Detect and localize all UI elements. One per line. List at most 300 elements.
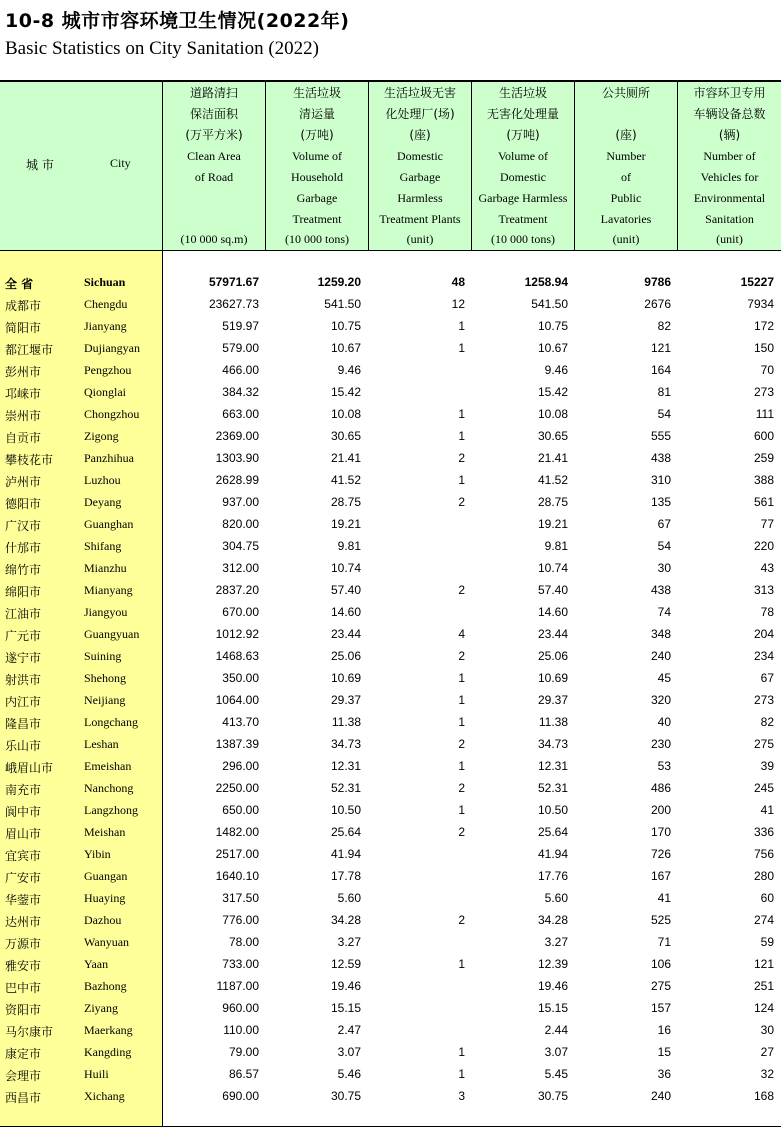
cell-col-2: 541.50 — [324, 297, 361, 311]
cell-col-5: 525 — [650, 913, 671, 927]
header-col-2 — [265, 82, 368, 250]
cell-col-6: 336 — [753, 825, 774, 839]
table-row-total — [0, 271, 781, 293]
city-name-en: Yaan — [84, 957, 109, 971]
city-name-en: Pengzhou — [84, 363, 132, 377]
city-name-cn: 内江市 — [5, 695, 42, 709]
cell-col-4: 2.44 — [544, 1023, 568, 1037]
cell-col-5: 121 — [650, 341, 671, 355]
cell-col-5: 438 — [650, 583, 671, 597]
cell-col-1: 650.00 — [222, 803, 259, 817]
cell-col-2: 3.27 — [337, 935, 361, 949]
city-name-cn: 雅安市 — [5, 959, 42, 973]
header-col-4 — [471, 82, 574, 250]
cell-col-3: 1 — [458, 319, 465, 333]
cell-col-3: 2 — [458, 649, 465, 663]
table-row — [0, 975, 781, 997]
city-name-cn: 广汉市 — [5, 519, 42, 533]
table-row — [0, 799, 781, 821]
table-row — [0, 1019, 781, 1041]
cell-col-5: 30 — [657, 561, 671, 575]
cell-col-2: 30.65 — [330, 429, 361, 443]
city-name-cn: 攀枝花市 — [5, 453, 54, 467]
header-col-2-line-7: Treatment — [292, 212, 342, 226]
header-col-5-line-6: Public — [610, 191, 642, 205]
header-col-4-line-4: Volume of — [497, 149, 549, 163]
city-name-cn: 宜宾市 — [5, 849, 42, 863]
header-col-1-unit: (10 000 sq.m) — [180, 232, 248, 246]
table-row — [0, 689, 781, 711]
cell-col-2: 10.74 — [330, 561, 361, 575]
header-col-5 — [574, 82, 677, 250]
city-name-cn: 绵阳市 — [5, 585, 42, 599]
cell-col-3: 1 — [458, 693, 465, 707]
cell-col-2: 10.67 — [330, 341, 361, 355]
cell-col-4: 5.60 — [544, 891, 568, 905]
cell-col-5: 135 — [650, 495, 671, 509]
cell-col-1: 312.00 — [222, 561, 259, 575]
cell-col-2: 9.46 — [337, 363, 361, 377]
table-body — [0, 271, 781, 1107]
city-name-en: Sichuan — [84, 275, 126, 289]
city-name-cn: 广元市 — [5, 629, 42, 643]
cell-col-6: 251 — [753, 979, 774, 993]
header-col-6-unit: (unit) — [716, 232, 743, 246]
cell-col-5: 275 — [650, 979, 671, 993]
cell-col-6: 59 — [760, 935, 774, 949]
cell-col-2: 10.69 — [330, 671, 361, 685]
city-name-cn: 华蓥市 — [5, 893, 42, 907]
cell-col-6: 150 — [753, 341, 774, 355]
city-name-cn: 峨眉山市 — [5, 761, 54, 775]
header-col-1-line-4: Clean Area — [187, 149, 241, 163]
city-name-en: Mianzhu — [84, 561, 127, 575]
header-col-6-line-2: 车辆设备总数 — [693, 107, 766, 121]
city-name-en: Mianyang — [84, 583, 133, 597]
cell-col-2: 28.75 — [330, 495, 361, 509]
cell-col-4: 23.44 — [537, 627, 568, 641]
cell-col-6: 32 — [760, 1067, 774, 1081]
header-col-1-line-6 — [163, 188, 265, 209]
city-name-en: Huaying — [84, 891, 126, 905]
cell-col-4: 52.31 — [537, 781, 568, 795]
cell-col-6: 30 — [760, 1023, 774, 1037]
city-name-en: Shehong — [84, 671, 126, 685]
city-name-cn: 达州市 — [5, 915, 42, 929]
cell-col-6: 82 — [760, 715, 774, 729]
table-row — [0, 843, 781, 865]
header-col-3-line-4: Domestic — [397, 149, 443, 163]
cell-col-2: 5.46 — [337, 1067, 361, 1081]
cell-col-2: 19.21 — [330, 517, 361, 531]
cell-col-2: 34.73 — [330, 737, 361, 751]
cell-col-5: 167 — [650, 869, 671, 883]
cell-col-2: 15.42 — [330, 385, 361, 399]
cell-col-6: 43 — [760, 561, 774, 575]
header-col-6-line-1: 市容环卫专用 — [693, 86, 766, 100]
cell-col-4: 25.64 — [537, 825, 568, 839]
cell-col-5: 54 — [657, 539, 671, 553]
cell-col-3: 2 — [458, 451, 465, 465]
cell-col-2: 12.59 — [330, 957, 361, 971]
cell-col-5: 348 — [650, 627, 671, 641]
header-col-3 — [368, 82, 471, 250]
cell-col-5: 2676 — [644, 297, 671, 311]
city-name-en: Emeishan — [84, 759, 132, 773]
city-name-en: Jiangyou — [84, 605, 128, 619]
cell-col-1: 519.97 — [222, 319, 259, 333]
city-name-cn: 自贡市 — [5, 431, 42, 445]
cell-col-2: 30.75 — [330, 1089, 361, 1103]
table-row — [0, 535, 781, 557]
cell-col-1: 304.75 — [222, 539, 259, 553]
cell-col-5: 45 — [657, 671, 671, 685]
city-name-cn: 阆中市 — [5, 805, 42, 819]
cell-col-1: 960.00 — [222, 1001, 259, 1015]
cell-col-2: 9.81 — [337, 539, 361, 553]
cell-col-4: 10.67 — [537, 341, 568, 355]
table-row — [0, 777, 781, 799]
cell-col-2: 1259.20 — [317, 275, 361, 289]
cell-col-3: 2 — [458, 825, 465, 839]
header-col-4-line-5: Domestic — [500, 170, 546, 184]
page-title-cn: 10-8 城市市容环境卫生情况(2022年) — [5, 10, 350, 32]
table-row — [0, 513, 781, 535]
header-col-4-line-1: 生活垃圾 — [498, 86, 547, 100]
cell-col-5: 36 — [657, 1067, 671, 1081]
city-name-en: Chengdu — [84, 297, 128, 311]
city-name-en: Yibin — [84, 847, 111, 861]
cell-col-6: 70 — [760, 363, 774, 377]
header-col-1-line-5: of Road — [194, 170, 234, 184]
cell-col-3: 2 — [458, 913, 465, 927]
city-name-cn: 康定市 — [5, 1047, 42, 1061]
cell-col-3: 48 — [451, 275, 465, 289]
cell-col-4: 9.46 — [544, 363, 568, 377]
cell-col-6: 111 — [755, 407, 774, 421]
city-name-en: Dazhou — [84, 913, 122, 927]
table-header — [0, 82, 781, 251]
city-name-cn: 什邡市 — [5, 541, 42, 555]
table-row — [0, 953, 781, 975]
cell-col-3: 1 — [458, 803, 465, 817]
cell-col-6: 756 — [753, 847, 774, 861]
cell-col-6: 39 — [760, 759, 774, 773]
header-col-5-line-1: 公共厕所 — [601, 86, 650, 100]
header-col-6-line-6: Environmental — [693, 191, 766, 205]
cell-col-4: 30.75 — [537, 1089, 568, 1103]
cell-col-3: 1 — [458, 671, 465, 685]
cell-col-5: 81 — [657, 385, 671, 399]
cell-col-1: 79.00 — [228, 1045, 259, 1059]
cell-col-1: 466.00 — [222, 363, 259, 377]
cell-col-3: 2 — [458, 781, 465, 795]
cell-col-5: 240 — [650, 1089, 671, 1103]
cell-col-5: 53 — [657, 759, 671, 773]
cell-col-6: 245 — [753, 781, 774, 795]
cell-col-4: 9.81 — [544, 539, 568, 553]
cell-col-5: 438 — [650, 451, 671, 465]
header-col-2-line-2: 清运量 — [298, 107, 335, 121]
cell-col-2: 10.75 — [330, 319, 361, 333]
city-name-en: Leshan — [84, 737, 119, 751]
city-name-cn: 遂宁市 — [5, 651, 42, 665]
cell-col-2: 15.15 — [330, 1001, 361, 1015]
cell-col-6: 78 — [760, 605, 774, 619]
header-col-3-line-1: 生活垃圾无害 — [383, 86, 456, 100]
city-name-en: Kangding — [84, 1045, 132, 1059]
page-title-en: Basic Statistics on City Sanitation (2022) — [5, 38, 320, 59]
cell-col-3: 2 — [458, 583, 465, 597]
header-col-4-line-2: 无害化处理量 — [486, 107, 559, 121]
cell-col-5: 486 — [650, 781, 671, 795]
city-name-cn: 绵竹市 — [5, 563, 42, 577]
city-name-en: Shifang — [84, 539, 122, 553]
table-row — [0, 931, 781, 953]
header-col-1 — [162, 82, 265, 250]
header-col-2-line-5: Household — [291, 170, 343, 184]
table-row — [0, 293, 781, 315]
city-name-en: Langzhong — [84, 803, 138, 817]
city-name-cn: 巴中市 — [5, 981, 42, 995]
cell-col-4: 12.31 — [537, 759, 568, 773]
cell-col-1: 2628.99 — [215, 473, 259, 487]
cell-col-4: 25.06 — [537, 649, 568, 663]
cell-col-6: 121 — [753, 957, 774, 971]
city-name-en: Chongzhou — [84, 407, 140, 421]
cell-col-2: 52.31 — [330, 781, 361, 795]
city-name-en: Suining — [84, 649, 122, 663]
cell-col-1: 296.00 — [222, 759, 259, 773]
table-row — [0, 447, 781, 469]
cell-col-1: 1012.92 — [215, 627, 259, 641]
city-name-cn: 彭州市 — [5, 365, 42, 379]
cell-col-2: 3.07 — [337, 1045, 361, 1059]
cell-col-6: 168 — [753, 1089, 774, 1103]
header-col-6-line-7: Sanitation — [705, 212, 754, 226]
cell-col-4: 14.60 — [537, 605, 568, 619]
table-row — [0, 359, 781, 381]
city-name-en: Guangyuan — [84, 627, 140, 641]
header-col-2-line-6: Garbage — [296, 191, 338, 205]
cell-col-5: 230 — [650, 737, 671, 751]
cell-col-6: 220 — [753, 539, 774, 553]
header-col-3-line-3: (座) — [409, 128, 431, 142]
header-col-6 — [677, 82, 781, 250]
cell-col-5: 726 — [650, 847, 671, 861]
city-name-cn: 崇州市 — [5, 409, 42, 423]
cell-col-6: 280 — [753, 869, 774, 883]
city-name-cn: 全 省 — [5, 277, 34, 291]
cell-col-1: 2369.00 — [215, 429, 259, 443]
city-name-cn: 射洪市 — [5, 673, 42, 687]
table-row — [0, 997, 781, 1019]
city-name-en: Xichang — [84, 1089, 125, 1103]
cell-col-6: 388 — [753, 473, 774, 487]
header-col-1-line-3: (万平方米) — [185, 128, 243, 142]
cell-col-5: 71 — [657, 935, 671, 949]
table-row — [0, 623, 781, 645]
city-name-cn: 都江堰市 — [5, 343, 54, 357]
cell-col-1: 2250.00 — [215, 781, 259, 795]
cell-col-1: 1482.00 — [215, 825, 259, 839]
cell-col-2: 25.64 — [330, 825, 361, 839]
table-row — [0, 601, 781, 623]
header-col-6-line-4: Number of — [703, 149, 756, 163]
header-col-3-line-7: Treatment Plants — [379, 212, 461, 226]
city-name-en: Neijiang — [84, 693, 126, 707]
table-row — [0, 469, 781, 491]
cell-col-5: 200 — [650, 803, 671, 817]
cell-col-1: 350.00 — [222, 671, 259, 685]
cell-col-4: 21.41 — [537, 451, 568, 465]
table-row — [0, 755, 781, 777]
city-name-en: Wanyuan — [84, 935, 130, 949]
city-name-cn: 广安市 — [5, 871, 42, 885]
cell-col-1: 733.00 — [222, 957, 259, 971]
cell-col-5: 40 — [657, 715, 671, 729]
cell-col-6: 600 — [753, 429, 774, 443]
cell-col-2: 2.47 — [337, 1023, 361, 1037]
cell-col-2: 10.08 — [330, 407, 361, 421]
city-name-en: Luzhou — [84, 473, 121, 487]
city-name-cn: 乐山市 — [5, 739, 42, 753]
cell-col-4: 10.74 — [537, 561, 568, 575]
table-row — [0, 711, 781, 733]
city-name-cn: 成都市 — [5, 299, 42, 313]
header-col-3-line-2: 化处理厂(场) — [385, 107, 455, 121]
header-col-3-line-6: Harmless — [397, 191, 443, 205]
cell-col-4: 11.38 — [538, 715, 568, 729]
cell-col-4: 57.40 — [537, 583, 568, 597]
city-name-cn: 资阳市 — [5, 1003, 42, 1017]
cell-col-4: 5.45 — [544, 1067, 568, 1081]
cell-col-3: 1 — [458, 759, 465, 773]
city-name-en: Huili — [84, 1067, 109, 1081]
cell-col-1: 690.00 — [222, 1089, 259, 1103]
cell-col-5: 16 — [657, 1023, 671, 1037]
header-col-3-line-5: Garbage — [399, 170, 441, 184]
header-col-1-line-7 — [163, 209, 265, 230]
city-name-en: Ziyang — [84, 1001, 118, 1015]
cell-col-1: 937.00 — [222, 495, 259, 509]
header-col-1-line-2: 保洁面积 — [189, 107, 238, 121]
cell-col-1: 86.57 — [228, 1067, 259, 1081]
header-col-5-line-7: Lavatories — [600, 212, 652, 226]
cell-col-6: 15227 — [740, 275, 774, 289]
cell-col-3: 1 — [458, 341, 465, 355]
city-name-cn: 简阳市 — [5, 321, 42, 335]
city-name-en: Bazhong — [84, 979, 127, 993]
cell-col-2: 21.41 — [330, 451, 361, 465]
header-col-4-unit: (10 000 tons) — [491, 232, 555, 246]
city-name-cn: 德阳市 — [5, 497, 42, 511]
cell-col-4: 3.27 — [544, 935, 568, 949]
table-row — [0, 425, 781, 447]
cell-col-5: 41 — [657, 891, 671, 905]
table-row — [0, 1063, 781, 1085]
cell-col-6: 273 — [753, 693, 774, 707]
cell-col-1: 384.32 — [222, 385, 259, 399]
cell-col-6: 234 — [753, 649, 774, 663]
cell-col-1: 317.50 — [222, 891, 259, 905]
bottom-rule — [0, 1126, 781, 1127]
cell-col-2: 12.31 — [330, 759, 361, 773]
cell-col-5: 67 — [657, 517, 671, 531]
city-name-en: Zigong — [84, 429, 119, 443]
cell-col-4: 15.42 — [537, 385, 568, 399]
cell-col-3: 2 — [458, 737, 465, 751]
table-row — [0, 1041, 781, 1063]
city-name-cn: 万源市 — [5, 937, 42, 951]
cell-col-2: 25.06 — [330, 649, 361, 663]
cell-col-5: 240 — [650, 649, 671, 663]
cell-col-5: 15 — [657, 1045, 671, 1059]
cell-col-6: 67 — [760, 671, 774, 685]
cell-col-6: 27 — [760, 1045, 774, 1059]
table-row — [0, 557, 781, 579]
city-name-en: Guanghan — [84, 517, 134, 531]
cell-col-1: 1640.10 — [215, 869, 259, 883]
header-col-5-line-3: (座) — [615, 128, 637, 142]
cell-col-4: 541.50 — [531, 297, 568, 311]
city-name-cn: 眉山市 — [5, 827, 42, 841]
cell-col-2: 19.46 — [330, 979, 361, 993]
cell-col-5: 320 — [650, 693, 671, 707]
cell-col-4: 30.65 — [537, 429, 568, 443]
cell-col-4: 10.75 — [537, 319, 568, 333]
cell-col-4: 1258.94 — [524, 275, 568, 289]
cell-col-6: 275 — [753, 737, 774, 751]
cell-col-5: 555 — [650, 429, 671, 443]
header-col-5-line-4: Number — [606, 149, 646, 163]
header-col-5-unit: (unit) — [612, 232, 640, 246]
cell-col-5: 74 — [657, 605, 671, 619]
header-col-2-line-4: Volume of — [291, 149, 343, 163]
cell-col-6: 77 — [760, 517, 774, 531]
table-row — [0, 1085, 781, 1107]
city-name-en: Dujiangyan — [84, 341, 140, 355]
cell-col-6: 313 — [753, 583, 774, 597]
cell-col-4: 10.50 — [537, 803, 568, 817]
cell-col-3: 1 — [458, 1067, 465, 1081]
cell-col-2: 34.28 — [330, 913, 361, 927]
table-row — [0, 821, 781, 843]
city-name-en: Nanchong — [84, 781, 134, 795]
cell-col-3: 4 — [458, 627, 465, 641]
table-row — [0, 733, 781, 755]
city-name-cn: 泸州市 — [5, 475, 42, 489]
header-col-4-line-3: (万吨) — [506, 128, 540, 142]
table-row — [0, 337, 781, 359]
city-name-en: Panzhihua — [84, 451, 134, 465]
cell-col-4: 29.37 — [537, 693, 568, 707]
cell-col-6: 274 — [753, 913, 774, 927]
header-col-6-line-3: (辆) — [718, 128, 741, 142]
cell-col-3: 1 — [458, 1045, 465, 1059]
header-col-5-line-5: of — [621, 170, 631, 184]
table-row — [0, 579, 781, 601]
city-name-en: Maerkang — [84, 1023, 133, 1037]
cell-col-2: 41.52 — [330, 473, 361, 487]
cell-col-1: 579.00 — [222, 341, 259, 355]
cell-col-6: 7934 — [747, 297, 774, 311]
table-row — [0, 667, 781, 689]
cell-col-1: 78.00 — [228, 935, 259, 949]
cell-col-5: 106 — [650, 957, 671, 971]
header-col-1-line-1: 道路清扫 — [189, 86, 238, 100]
cell-col-3: 1 — [458, 715, 465, 729]
